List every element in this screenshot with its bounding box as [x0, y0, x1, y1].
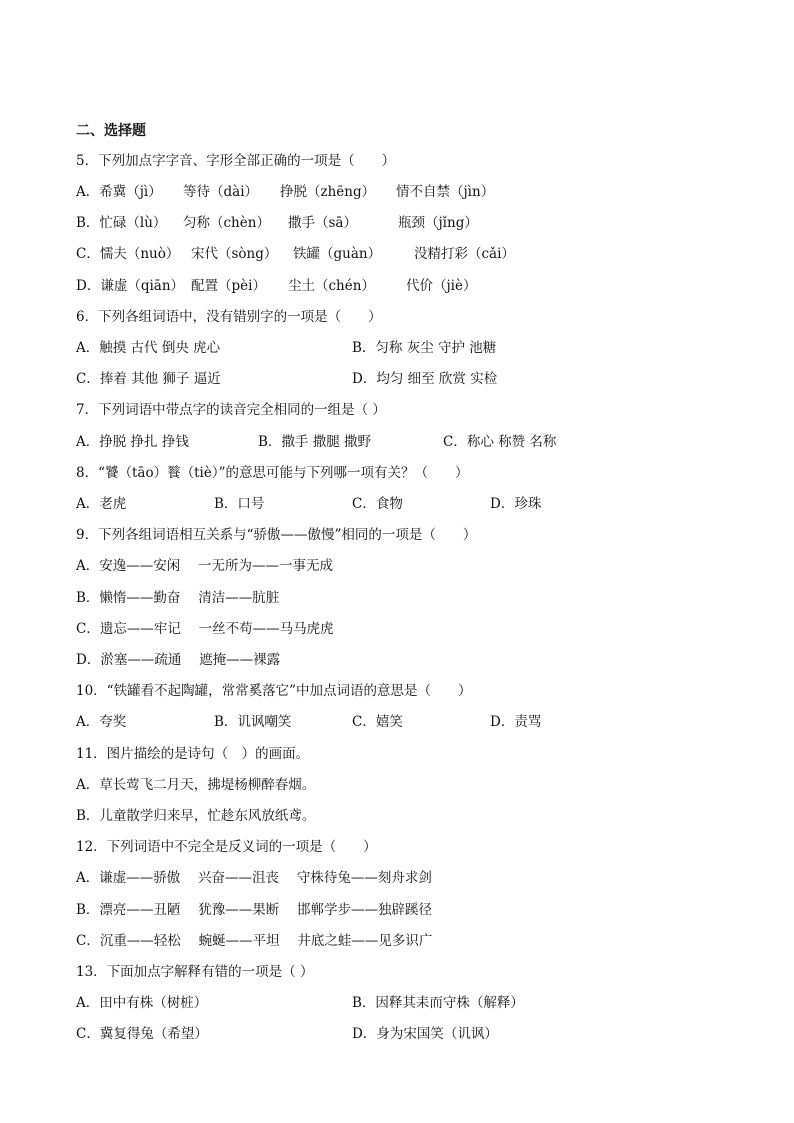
option-c-item-1: C．懦夫（nuò） [76, 246, 180, 262]
option-d-item-2: 配置（pèi） [191, 278, 266, 294]
question-11-stem: 11．图片描绘的是诗句（ ）的画面。 [76, 746, 310, 762]
question-8-stem: 8．“饕（tāo）餮（tiè）”的意思可能与下列哪一项有关？（ ） [76, 465, 469, 481]
option-b: B．因释其耒而守株（解释） [352, 995, 524, 1011]
option-c: C．食物 [352, 496, 403, 512]
option-d-item-4: 代价（jiè） [406, 278, 477, 294]
option-a-item-4: 情不自禁（jìn） [396, 184, 495, 200]
question-11-option-b: B．儿童散学归来早，忙趁东风放纸鸢。 [76, 808, 316, 824]
option-d: D．身为宋国笑（讥讽） [352, 1026, 498, 1042]
option-d: D．责骂 [490, 714, 542, 730]
question-9-option-a: A．安逸——安闲 一无所为——一事无成 [76, 558, 334, 574]
question-10-stem: 10．“铁罐看不起陶罐，常常奚落它”中加点词语的意思是（ ） [76, 683, 472, 699]
option-a: A．老虎 [76, 496, 127, 512]
option-c-item-2: 宋代（sòng） [191, 246, 278, 262]
section-title: 二、选择题 [76, 123, 146, 139]
option-a-item-1: A．希冀（jì） [76, 184, 162, 200]
option-a: A．夸奖 [76, 714, 127, 730]
option-d: D．均匀 细至 欣赏 实检 [352, 371, 498, 387]
option-b-item-1: B．忙碌（lù） [76, 215, 167, 231]
question-9-option-c: C．遗忘——牢记 一丝不苟——马马虎虎 [76, 621, 334, 637]
option-d-item-3: 尘土（chén） [288, 278, 375, 294]
option-b: B．撒手 撒腿 撒野 [258, 434, 372, 450]
option-b: B．口号 [214, 496, 265, 512]
option-b-item-4: 瓶颈（jǐng） [398, 215, 478, 231]
option-a: A．挣脱 挣扎 挣钱 [76, 434, 189, 450]
question-9-stem: 9．下列各组词语相互关系与“骄傲——傲慢”相同的一项是（ ） [76, 527, 477, 543]
question-11-option-a: A．草长莺飞二月天，拂堤杨柳醉春烟。 [76, 777, 316, 793]
option-b: B．讥讽嘲笑 [214, 714, 292, 730]
question-6-stem: 6．下列各组词语中，没有错别字的一项是（ ） [76, 309, 382, 325]
option-d-item-1: D．谦虚（qiān） [76, 278, 185, 294]
question-12-option-a: A．谦虚——骄傲 兴奋——沮丧 守株待兔——刻舟求剑 [76, 870, 432, 886]
question-9-option-b: B．懒惰——勤奋 清洁——肮脏 [76, 590, 280, 606]
question-12-option-b: B．漂亮——丑陋 犹豫——果断 邯郸学步——独辟蹊径 [76, 902, 433, 918]
question-9-option-d: D．淤塞——疏通 遮掩——裸露 [76, 652, 281, 668]
question-13-stem: 13．下面加点字解释有错的一项是（ ） [76, 964, 314, 980]
option-c: C．嬉笑 [352, 714, 403, 730]
question-5-stem: 5．下列加点字字音、字形全部正确的一项是（ ） [76, 153, 396, 169]
option-b: B．匀称 灰尘 守护 池糖 [352, 340, 497, 356]
option-c: C．捧着 其他 狮子 逼近 [76, 371, 221, 387]
option-b-item-3: 撒手（sā） [288, 215, 357, 231]
option-b-item-2: 匀称（chèn） [183, 215, 270, 231]
question-12-option-c: C．沉重——轻松 蜿蜒——平坦 井底之蛙——见多识广 [76, 933, 433, 949]
option-a-item-3: 挣脱（zhēng） [280, 184, 376, 200]
option-a: A．田中有株（树桩） [76, 995, 208, 1011]
option-a: A．触摸 古代 倒央 虎心 [76, 340, 221, 356]
option-c-item-4: 没精打彩（cǎi） [414, 246, 515, 262]
option-c: C．称心 称赞 名称 [443, 434, 557, 450]
question-7-stem: 7．下列词语中带点字的读音完全相同的一组是（ ） [76, 402, 386, 418]
option-c: C．冀复得兔（希望） [76, 1026, 208, 1042]
option-c-item-3: 铁罐（guàn） [293, 246, 382, 262]
option-d: D．珍珠 [490, 496, 542, 512]
question-12-stem: 12．下列词语中不完全是反义词的一项是（ ） [76, 839, 377, 855]
option-a-item-2: 等待（dài） [183, 184, 259, 200]
